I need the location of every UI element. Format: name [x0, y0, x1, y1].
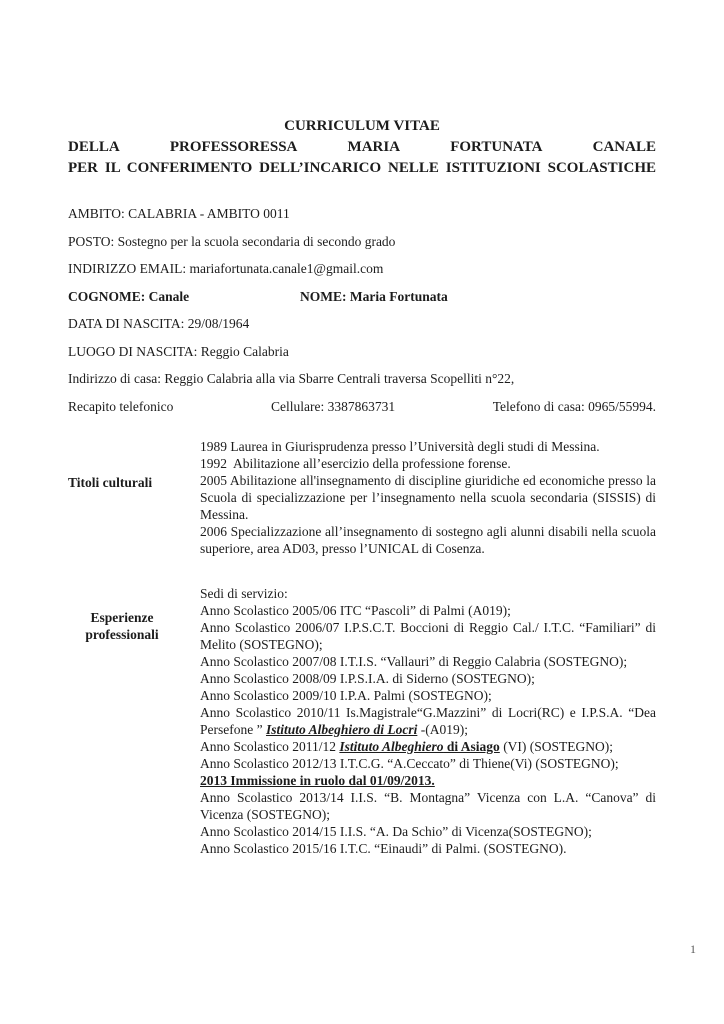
nome-value: NOME: Maria Fortunata	[300, 288, 448, 304]
esperienza-line: Anno Scolastico 2010/11 Is.Magistrale“G.Mazzini” di Locri(RC) e I.P.S.A. “Dea Persefone ” Istituto Albeghiero di Locri -(A019);	[200, 704, 656, 737]
titoli-culturali-items	[200, 438, 656, 557]
recapito-label: Recapito telefonico	[68, 398, 174, 414]
title-line-2: DELLA PROFESSORESSA MARIA FORTUNATA CANALE	[68, 139, 656, 155]
posto-line: POSTO: Sostegno per la scuola secondaria di secondo grado	[68, 233, 396, 249]
esperienza-line: Anno Scolastico 2008/09 I.P.S.I.A. di Siderno (SOSTEGNO);	[200, 670, 535, 686]
cellulare-value: Cellulare: 3387863731	[270, 398, 396, 414]
esperienza-line: Anno Scolastico 2009/10 I.P.A. Palmi (SOSTEGNO);	[200, 687, 492, 703]
titolo-item: 2005 Abilitazione all'insegnamento di discipline giuridiche ed economiche presso la Scuola di specializzazione per l’insegnamento nella scuola secondaria (SISSIS) di Messina.	[200, 472, 656, 522]
titolo-item: 1989 Laurea in Giurisprudenza presso l’Università degli studi di Messina.	[200, 438, 600, 454]
esperienza-line: 2013 Immissione in ruolo dal 01/09/2013.	[200, 772, 435, 788]
esperienze-label	[68, 585, 200, 857]
title-line-3: PER IL CONFERIMENTO DELL’INCARICO NELLE ISTITUZIONI SCOLASTICHE	[68, 160, 656, 176]
email-line: INDIRIZZO EMAIL: mariafortunata.canale1@gmail.com	[68, 261, 384, 276]
titolo-item: 1992 Abilitazione all’esercizio della professione forense.	[200, 455, 511, 471]
phone-row	[68, 398, 656, 416]
cognome-value: COGNOME: Canale	[68, 288, 190, 304]
personal-info	[68, 205, 656, 416]
esperienze-section	[68, 585, 656, 857]
luogo-nascita-line: LUOGO DI NASCITA: Reggio Calabria	[68, 343, 289, 359]
esperienze-lines	[200, 585, 656, 857]
esperienze-label-line2: professionali	[85, 626, 159, 642]
data-nascita-line: DATA DI NASCITA: 29/08/1964	[68, 316, 250, 331]
indirizzo-casa-line: Indirizzo di casa: Reggio Calabria alla via Sbarre Centrali traversa Scopelliti n°22,	[68, 371, 515, 386]
esperienza-line: Anno Scolastico 2013/14 I.I.S. “B. Montagna” Vicenza con L.A. “Canova” di Vicenza (SOSTEGNO);	[200, 789, 656, 822]
esperienza-line: Anno Scolastico 2006/07 I.P.S.C.T. Boccioni di Reggio Cal./ I.T.C. “Familiari” di Melito (SOSTEGNO);	[200, 619, 656, 652]
esperienza-line: Sedi di servizio:	[200, 585, 288, 601]
esperienza-line: Anno Scolastico 2014/15 I.I.S. “A. Da Schio” di Vicenza(SOSTEGNO);	[200, 823, 592, 839]
esperienza-line: Anno Scolastico 2012/13 I.T.C.G. “A.Ceccato” di Thiene(Vi) (SOSTEGNO);	[200, 755, 619, 771]
esperienze-label-line1: Esperienze	[90, 609, 154, 625]
esperienza-line: Anno Scolastico 2015/16 I.T.C. “Einaudi” di Palmi. (SOSTEGNO).	[200, 840, 567, 856]
telefono-casa-value: Telefono di casa: 0965/55994.	[492, 398, 656, 414]
title-line-1: CURRICULUM VITAE	[284, 118, 440, 134]
name-row	[68, 288, 656, 306]
titolo-item: 2006 Specializzazione all’insegnamento di sostegno agli alunni disabili nella scuola superiore, area AD03, presso l’UNICAL di Cosenza.	[200, 523, 656, 556]
esperienza-line: Anno Scolastico 2005/06 ITC “Pascoli” di Palmi (A019);	[200, 602, 511, 618]
document-title	[68, 116, 656, 179]
titoli-culturali-label: Titoli culturali	[68, 474, 153, 490]
ambito-line: AMBITO: CALABRIA - AMBITO 0011	[68, 206, 290, 221]
page-number: 1	[690, 942, 696, 956]
esperienza-line: Anno Scolastico 2007/08 I.T.I.S. “Vallauri” di Reggio Calabria (SOSTEGNO);	[200, 653, 628, 669]
titoli-culturali-section	[68, 438, 656, 557]
esperienza-line: Anno Scolastico 2011/12 Istituto Albeghiero di Asiago (VI) (SOSTEGNO);	[200, 738, 614, 754]
